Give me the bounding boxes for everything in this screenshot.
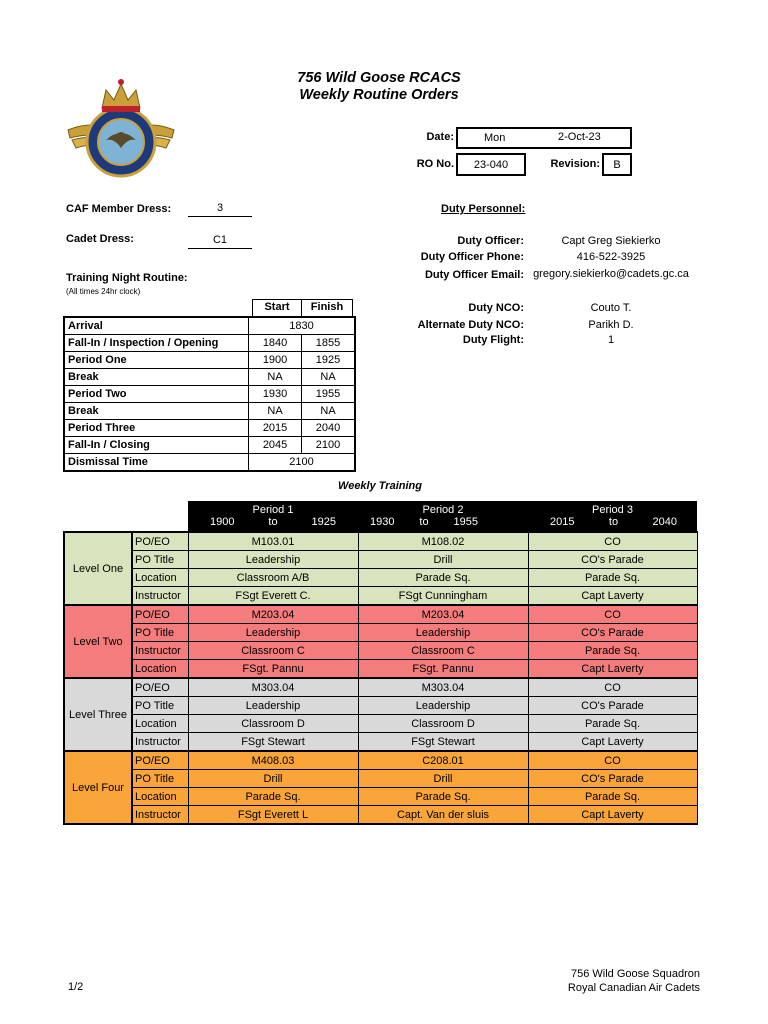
ro-number-box <box>456 153 526 176</box>
training-cell: Parade Sq. <box>528 715 697 733</box>
training-cell: Drill <box>358 551 528 569</box>
routine-start-time: 1840 <box>249 335 302 352</box>
training-cell: FSgt Everett C. <box>188 587 358 606</box>
caf-dress-label: CAF Member Dress: <box>66 203 172 215</box>
training-cell: M203.04 <box>188 605 358 624</box>
training-cell: Leadership <box>358 624 528 642</box>
weekly-row <box>64 751 697 770</box>
duty-personnel-heading: Duty Personnel: <box>441 203 526 215</box>
period2-start: 1930 <box>370 516 395 528</box>
training-cell: Classroom C <box>358 642 528 660</box>
training-cell: Classroom D <box>188 715 358 733</box>
period2-header <box>358 501 528 532</box>
revision-label: Revision: <box>550 158 600 170</box>
routine-start-time: NA <box>249 403 302 420</box>
routine-row <box>64 454 355 472</box>
weekly-row <box>64 697 697 715</box>
training-cell: CO <box>528 532 697 551</box>
period3-end: 2040 <box>652 516 677 528</box>
cadet-dress-value: C1 <box>188 234 252 249</box>
weekly-row <box>64 733 697 752</box>
training-cell: Parade Sq. <box>528 569 697 587</box>
routine-finish-time: NA <box>302 369 355 386</box>
training-cell: Leadership <box>188 697 358 715</box>
weekly-row <box>64 624 697 642</box>
date-box <box>456 127 632 149</box>
routine-finish-time: 2040 <box>302 420 355 437</box>
weekly-row <box>64 806 697 825</box>
routine-finish-time: NA <box>302 403 355 420</box>
routine-row <box>64 420 355 437</box>
level-label: Level Three <box>64 678 132 751</box>
weekly-row <box>64 660 697 679</box>
training-cell: FSgt. Pannu <box>188 660 358 679</box>
training-cell: Parade Sq. <box>528 788 697 806</box>
title-squadron: 756 Wild Goose RCACS <box>297 70 461 86</box>
title-orders: Weekly Routine Orders <box>299 87 459 103</box>
training-cell: Leadership <box>188 624 358 642</box>
cadet-dress-label: Cadet Dress: <box>66 233 134 245</box>
duty-nco-value: Couto T. <box>590 302 632 314</box>
period1-to: to <box>268 516 278 528</box>
row-label: PO Title <box>132 624 188 642</box>
routine-note: (All times 24hr clock) <box>66 287 141 296</box>
training-cell: M203.04 <box>358 605 528 624</box>
training-cell: Classroom A/B <box>188 569 358 587</box>
routine-time: 2100 <box>249 454 355 472</box>
row-label: Location <box>132 569 188 587</box>
row-label: Instructor <box>132 733 188 752</box>
duty-nco-label: Duty NCO: <box>468 302 524 314</box>
period1-start: 1900 <box>210 516 235 528</box>
squadron-crest-logo <box>62 68 180 186</box>
training-cell: M103.01 <box>188 532 358 551</box>
routine-finish-time: 1855 <box>302 335 355 352</box>
document-title <box>229 70 529 103</box>
row-label: Location <box>132 660 188 679</box>
routine-activity: Fall-In / Inspection / Opening <box>64 335 249 352</box>
training-cell: CO's Parade <box>528 770 697 788</box>
level-label: Level One <box>64 532 132 605</box>
training-cell: CO's Parade <box>528 624 697 642</box>
level-label: Level Four <box>64 751 132 824</box>
duty-phone-label: Duty Officer Phone: <box>420 251 524 263</box>
row-label: PO/EO <box>132 751 188 770</box>
revision-value: B <box>613 159 621 171</box>
routine-activity: Break <box>64 403 249 420</box>
level-label: Level Two <box>64 605 132 678</box>
routine-activity: Arrival <box>64 317 249 335</box>
row-label: PO/EO <box>132 532 188 551</box>
row-label: Location <box>132 715 188 733</box>
weekly-row <box>64 788 697 806</box>
ro-label: RO No. <box>416 158 454 170</box>
period2-to: to <box>419 516 429 528</box>
routine-time: 1830 <box>249 317 355 335</box>
routine-row <box>64 403 355 420</box>
routine-start-time: NA <box>249 369 302 386</box>
routine-row <box>64 317 355 335</box>
training-cell: Parade Sq. <box>358 788 528 806</box>
weekly-row <box>64 569 697 587</box>
training-cell: Parade Sq. <box>188 788 358 806</box>
routine-activity: Break <box>64 369 249 386</box>
training-cell: CO <box>528 605 697 624</box>
period2-end: 1955 <box>453 516 478 528</box>
row-label: PO Title <box>132 551 188 569</box>
alt-duty-nco-label: Alternate Duty NCO: <box>417 319 524 331</box>
weekly-row <box>64 532 697 551</box>
revision-box <box>602 153 632 176</box>
weekly-row <box>64 715 697 733</box>
row-label: Instructor <box>132 587 188 606</box>
training-cell: M408.03 <box>188 751 358 770</box>
training-cell: M108.02 <box>358 532 528 551</box>
training-cell: CO's Parade <box>528 697 697 715</box>
row-label: PO/EO <box>132 678 188 697</box>
routine-row <box>64 352 355 369</box>
training-cell: FSgt Stewart <box>358 733 528 752</box>
ro-number: 23-040 <box>473 159 509 171</box>
page-number: 1/2 <box>68 981 84 993</box>
footer-squadron: 756 Wild Goose Squadron <box>570 968 700 980</box>
weekly-row <box>64 551 697 569</box>
routine-start-time: 1930 <box>249 386 302 403</box>
period3-start: 2015 <box>550 516 575 528</box>
period1-end: 1925 <box>311 516 336 528</box>
routine-heading: Training Night Routine: <box>66 272 188 284</box>
duty-flight-label: Duty Flight: <box>462 334 524 346</box>
training-cell: FSgt. Pannu <box>358 660 528 679</box>
routine-row <box>64 369 355 386</box>
routine-activity: Period One <box>64 352 249 369</box>
routine-start-header: Start <box>252 299 302 317</box>
date-day: Mon <box>484 132 506 144</box>
training-cell: Drill <box>358 770 528 788</box>
duty-email-value: gregory.siekierko@cadets.gc.ca <box>533 268 689 280</box>
training-cell: Capt Laverty <box>528 806 697 825</box>
training-cell: Capt Laverty <box>528 660 697 679</box>
routine-table <box>63 316 356 472</box>
duty-officer-value: Capt Greg Siekierko <box>561 235 661 247</box>
period3-name: Period 3 <box>592 504 633 516</box>
routine-start-time: 2015 <box>249 420 302 437</box>
training-cell: FSgt Stewart <box>188 733 358 752</box>
duty-flight-value: 1 <box>607 334 615 346</box>
row-label: Instructor <box>132 806 188 825</box>
row-label: Location <box>132 788 188 806</box>
training-cell: Capt Laverty <box>528 587 697 606</box>
routine-finish-time: 1925 <box>302 352 355 369</box>
routine-row <box>64 437 355 454</box>
date-label: Date: <box>426 131 454 143</box>
weekly-training-table <box>63 501 698 825</box>
training-cell: M303.04 <box>358 678 528 697</box>
duty-email-label: Duty Officer Email: <box>424 269 524 281</box>
weekly-row <box>64 605 697 624</box>
training-cell: CO <box>528 678 697 697</box>
weekly-row <box>64 770 697 788</box>
routine-finish-header: Finish <box>301 299 353 317</box>
training-cell: Leadership <box>358 697 528 715</box>
weekly-heading: Weekly Training <box>338 480 422 492</box>
period3-to: to <box>608 516 619 528</box>
training-cell: M303.04 <box>188 678 358 697</box>
routine-activity: Period Three <box>64 420 249 437</box>
routine-activity: Dismissal Time <box>64 454 249 472</box>
weekly-row <box>64 678 697 697</box>
weekly-row <box>64 642 697 660</box>
routine-start-time: 2045 <box>249 437 302 454</box>
period2-name: Period 2 <box>422 504 464 516</box>
duty-officer-label: Duty Officer: <box>457 235 524 247</box>
training-cell: FSgt Everett L <box>188 806 358 825</box>
alt-duty-nco-value: Parikh D. <box>588 319 634 331</box>
row-label: PO/EO <box>132 605 188 624</box>
routine-finish-time: 1955 <box>302 386 355 403</box>
routine-start-time: 1900 <box>249 352 302 369</box>
period1-header <box>188 501 358 532</box>
routine-row <box>64 335 355 352</box>
training-cell: CO's Parade <box>528 551 697 569</box>
training-cell: Capt Laverty <box>528 733 697 752</box>
training-cell: FSgt Cunningham <box>358 587 528 606</box>
training-cell: Classroom D <box>358 715 528 733</box>
date-value: 2-Oct-23 <box>558 131 601 143</box>
period3-header <box>528 501 697 532</box>
routine-finish-time: 2100 <box>302 437 355 454</box>
routine-activity: Fall-In / Closing <box>64 437 249 454</box>
training-cell: Capt. Van der sluis <box>358 806 528 825</box>
training-cell: CO <box>528 751 697 770</box>
training-cell: Leadership <box>188 551 358 569</box>
duty-phone-value: 416-522-3925 <box>576 251 646 263</box>
row-label: PO Title <box>132 770 188 788</box>
routine-activity: Period Two <box>64 386 249 403</box>
training-cell: Classroom C <box>188 642 358 660</box>
caf-dress-value: 3 <box>188 202 252 217</box>
row-label: Instructor <box>132 642 188 660</box>
training-cell: Parade Sq. <box>528 642 697 660</box>
training-cell: Parade Sq. <box>358 569 528 587</box>
row-label: PO Title <box>132 697 188 715</box>
footer-org: Royal Canadian Air Cadets <box>567 982 700 994</box>
routine-row <box>64 386 355 403</box>
weekly-row <box>64 587 697 606</box>
period1-name: Period 1 <box>252 504 294 516</box>
routine-header <box>252 299 353 316</box>
training-cell: Drill <box>188 770 358 788</box>
training-cell: C208.01 <box>358 751 528 770</box>
